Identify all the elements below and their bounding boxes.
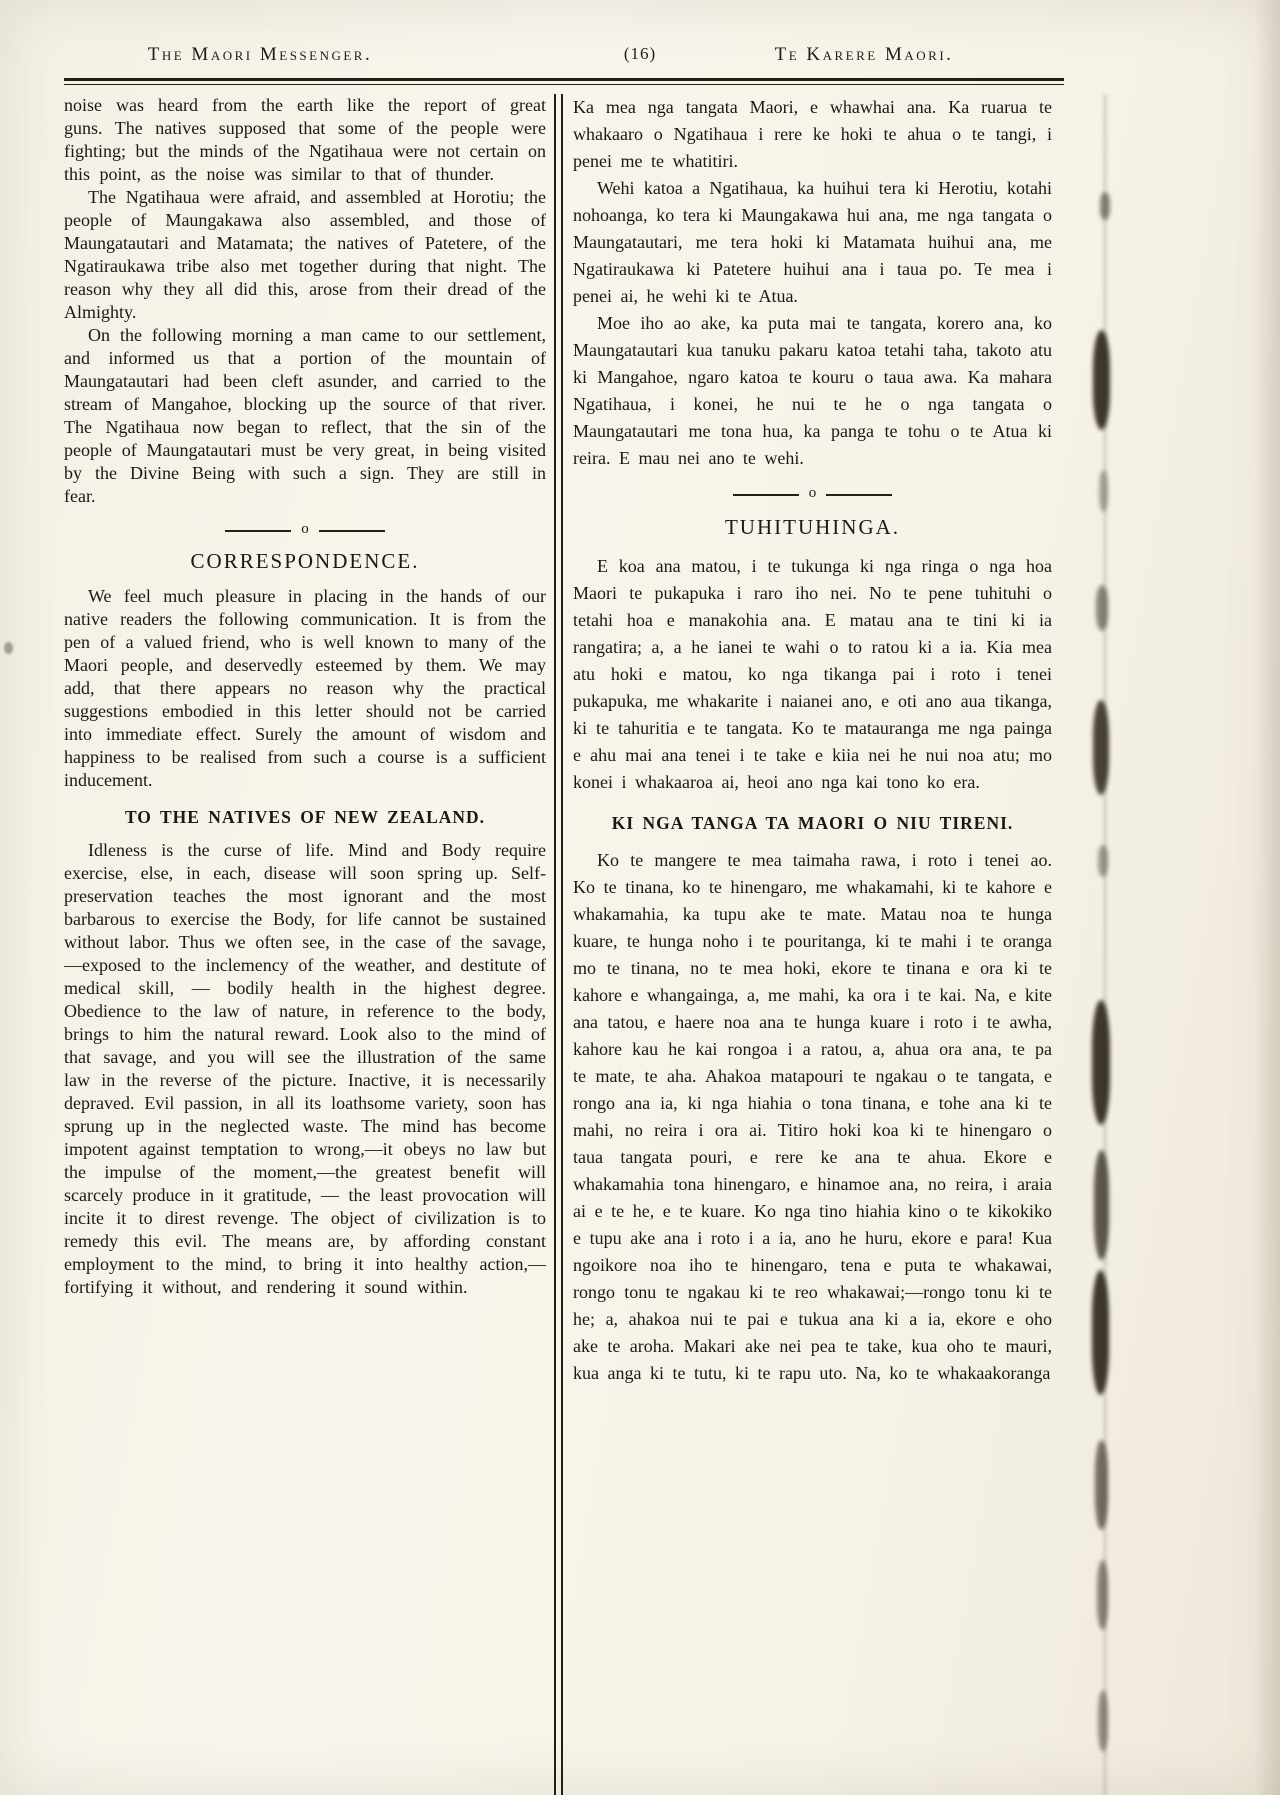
masthead-right-title: Te Karere Maori. [774,44,954,65]
masthead-left-title: The Maori Messenger. [147,44,373,65]
english-paragraph-3: On the following morning a man came to our settlement, and informed us that a portion of the mountain of Maungatautari had been cleft asunder, and carried to the stream of Mangahoe, blocking up the source of that river. The Ngatihaua now began to reflect, that the sin of the people of Maungatautari must be very great, in being visited by the Divine Being with such a sign. They are still in fear. [64,325,546,506]
page-number: (16) [623,44,657,63]
english-paragraph-1: noise was heard from the earth like the report of great guns. The natives supposed that some of the people were fighting; but the minds of the Ngatihaua were not certain on this point, as the noise was similar to that of thunder. [64,95,546,184]
paper-speck [4,642,13,654]
maori-paragraph-3: Moe iho ao ake, ka puta mai te tangata, korero ana, ko Maungatautari kua tanuku pakaru katoa tetahi taha, takoto atu ki Mangahoe, ngaro katoa te kouru o taua awa. Ka mahara Ngatihaua, i konei, he nui te he o nga tangata o Maungatautari me tona hua, ka panga te tohu o te Atua ki reira. E mau nei ano te wehi. [573,313,1052,468]
divider-line [826,494,892,496]
header-double-rule [64,78,1064,85]
paper-stain [1094,1150,1109,1260]
column-double-rule [554,94,563,1795]
maori-paragraph-5: Ko te mangere te mea taimaha rawa, i roto i tenei ao. Ko te tinana, ko te hinengaro, me whakamahi, ki te kahore e whakamahia, ka tupu ake te mate. Matau noa te hunga kuare, te hunga noho i te pouritanga, ki te mahi i te oranga mo te tinana, no te mea hoki, ekore te tinana e ora ki te kahore e whangainga, a, me mahi, ka ora i te kai. Na, e kite ana tatou, e haere noa ana te hunga kuare i roto i te awha, kahore kau he kai rongoa i a ratou, a, ahua ora ana, te pa te mate, te aha. Ahakoa matapouri te ngakau o te tangata, e rongo ana ia, ki nga hiahia o tona tinana, e tohe ana ki te mahi, no reira i ora ai. Titiro hoki koa ki te hinengaro o taua tangata pouri, e rere ke ana te ahua. Ekore e whakamahia tona hinengaro, e hinamoe ana, no reira, i araia ai e te he, e te kuare. Ko nga tino hiahia kino o te kikokiko e tupu ake ana i roto i a ia, ano he huru, ekore e para! Kua ngoikore noa iho te hinengaro, tena e puta te whakawai, rongo tonu te ngakau ki te reo whakawai;—rongo tonu ki te he; a, ahakoa nui te pai e tukua ana ki a ia, ekore e oho ake te aroha. Makari ake nei pea te take, kua oho te mauri, kua anga ki te tutu, ki te rapu uto. Na, ko te whakaakoranga [573,850,1052,1383]
english-paragraph-5: Idleness is the curse of life. Mind and Body require exercise, else, in each, disease will soon spring up. Self-preservation teaches the most ignorant and the most barbarous to exercise the Body, for life cannot be sustained without labor. Thus we often see, in the case of the savage,—exposed to the inclemency of the weather, and destitute of medical skill, — bodily health in the highest degree. Obedience to the law of nature, in reference to the body, brings to him the natural reward. Look also to the mind of that savage, and you will see the illustration of the same law in the reverse of the picture. Inactive, it is necessarily depraved. Evil passion, in all its loathsome variety, soon has sprung up in the neglected waste. The mind has become impotent against temptation to wrong,—it obeys no law but the impulse of the moment,—the greatest benefit will scarcely produce in it gratitude, — the least provocation will incite it to direst revenge. The object of civilization is to remedy this evil. The means are, by affording constant employment to the mind, to bring it into healthy action,—fortifying it without, and rendering it sound within. [64,840,546,1297]
divider-line [733,494,799,496]
paper-stain [1096,585,1108,631]
section-divider [64,523,546,538]
paper-stain [1092,1270,1109,1395]
divider-line [225,530,291,532]
paper-stain [1093,700,1109,795]
english-column [64,94,552,1795]
paper-stain [1098,1690,1108,1752]
divider-ornament: o [301,521,309,537]
paper-stain [1092,1000,1110,1125]
english-paragraph-4: We feel much pleasure in placing in the hands of our native readers the following communication. It is from the pen of a valued friend, who is well known to many of the Maori people, and deservedly esteemed by them. We may add, that there appears no reason why the practical suggestions embodied in this letter should not be carried into immediate effect. Surely the amount of wisdom and happiness to be realised from such a course is a sufficient inducement. [64,586,546,790]
paper-stain [1098,845,1108,877]
maori-column [565,94,1052,1795]
divider-ornament: o [808,485,817,501]
tuhituhinga-heading: TUHITUHINGA. [724,515,901,539]
page-edge-shade [1254,0,1280,1795]
natives-address-heading: TO THE NATIVES OF NEW ZEALAND. [124,807,486,827]
maori-paragraph-1: Ka mea nga tangata Maori, e whawhai ana. Ka ruarua te whakaaro o Ngatihaua i rere ke hoki te ahua o te tangi, i penei me te whatitiri. [573,97,1052,171]
correspondence-heading: CORRESPONDENCE. [190,549,420,573]
paper-stain [1095,1440,1108,1530]
maori-paragraph-2: Wehi katoa a Ngatihaua, ka huihui tera ki Herotiu, kotahi nohoanga, ko tera ki Maungakawa hui ana, me nga tangata o Maungatautari, me tera hoki ki Matamata huihui ana, me Ngatiraukawa ki Patetere huihui ana i taua po. Te mea i penei ai, he wehi ki te Atua. [573,178,1052,306]
maori-address-heading: KI NGA TANGA TA MAORI O NIU TIRENI. [611,813,1014,833]
section-divider [573,487,1052,502]
paper-stain [1093,330,1110,430]
paper-stain [1099,470,1108,512]
divider-line [319,530,385,532]
content-columns [64,94,1064,1795]
english-paragraph-2: The Ngatihaua were afraid, and assembled at Horotiu; the people of Maungakawa also assembled, and those of Maungatautari and Matamata; the natives of Patetere, of the Ngatiraukawa tribe also met together during that night. The reason why they all did this, arose from their dread of the Almighty. [64,187,546,322]
maori-paragraph-4: E koa ana matou, i te tukunga ki nga ringa o nga hoa Maori te pukapuka i raro iho nei. No te pene tuhituhi o tetahi hoa e manakohia ana. E matau ana te tini ki ia rangatira; a, a he ianei te wahi o to ratou ki a ia. Kia mea atu hoki e matou, ko nga tikanga pai i roto i tenei pukapuka, me whakarite i naianei ano, e oti ano aua tikanga, ki te tahuritia e te tangata. Ko te matauranga me nga painga e ahu mai ana tenei i te take e kiia nei he nui noa atu; mo konei i whakaaroa ai, heoi ano nga kai tono ko era. [573,556,1052,792]
paper-stain [1100,192,1110,220]
paper-stain [1097,1560,1108,1630]
